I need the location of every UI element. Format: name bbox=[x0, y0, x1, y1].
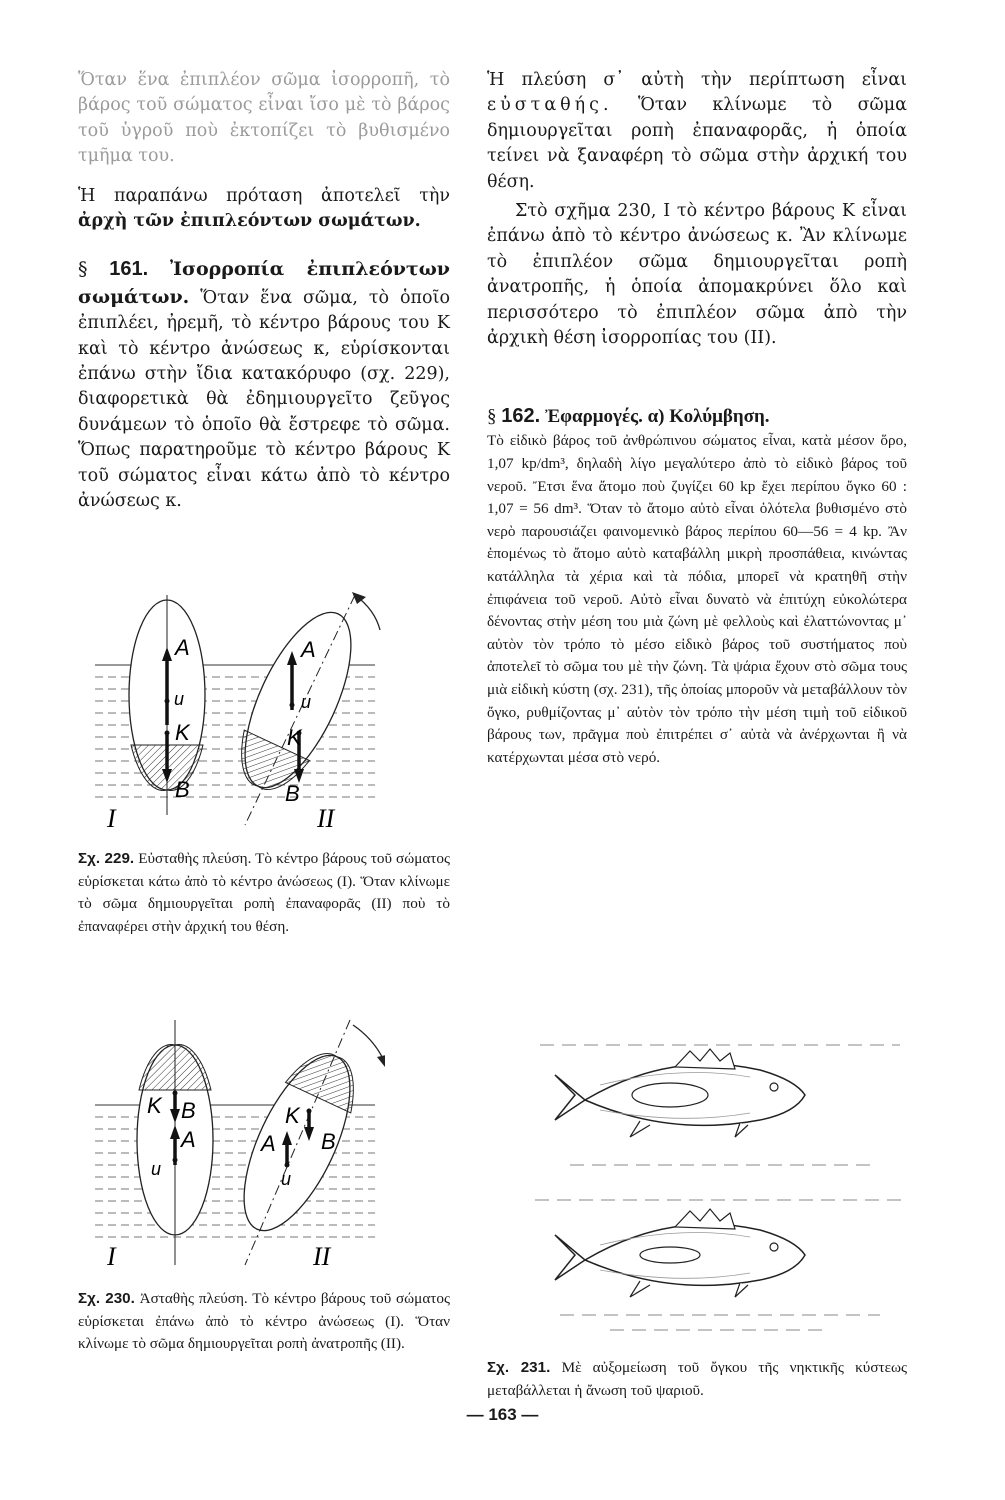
para1-b: Ὅταν κλίνωμε τὸ σῶμα δημιουργεῖται ροπὴ ἐπαναφορᾶς, ἡ ὁποία τείνει νὰ ξαναφέρη τὸ σῶμα στὴν ἀρχική του θέση. bbox=[487, 95, 907, 192]
fig231-caption bbox=[487, 1357, 907, 1402]
fig230-II: II bbox=[313, 1242, 331, 1271]
para1-a: Ἡ πλεύση σ᾽ αὐτὴ τὴν περίπτωση εἶναι bbox=[487, 70, 907, 90]
body-II-unstable bbox=[222, 1040, 371, 1245]
fig230-caption-label: Σχ. 230. bbox=[78, 1290, 135, 1307]
sec162-number: 162. bbox=[501, 405, 541, 428]
fig229-caption bbox=[78, 848, 450, 938]
fig229-caption-label: Σχ. 229. bbox=[78, 850, 135, 867]
fig230-A1: A bbox=[181, 1127, 196, 1152]
fig229-u2: u bbox=[301, 692, 312, 712]
body-I bbox=[129, 595, 205, 815]
sec162-body: Τὸ εἰδικὸ βάρος τοῦ ἀνθρώπινου σώματος εἶναι, κατὰ μέσον ὅρο, 1,07 kp/dm³, δηλαδὴ λίγο μεγαλύτερο ἀπὸ τὸ εἰδικὸ βάρος τοῦ νεροῦ. Ἔτσι ἕνα ἄτομο ποὺ ζυγίζει 60 kp ἔχει περίπου ὄγκο 60 : 1,07 = 56 dm³. Ὅταν τὸ ἄτομο αὐτὸ εἶναι ὁλότελα βυθισμένο στὸ νερὸ παρουσιάζει φαινομενικὸ βάρος περίπου 60—56 = 4 kp. Ἂν ἑπομένως τὸ ἄτομο αὐτὸ καταβάλλη μικρὴ προσπάθεια, κινώντας κατάλληλα τὰ χέρια καὶ τὰ πόδια, μπορεῖ νὰ κρατηθῆ στὴν ἐπιφάνεια τοῦ νεροῦ. Αὐτὸ εἶναι δυνατὸ νὰ ἐπιτύχη εὐκολώτερα δένοντας στὴν μέση του μιὰ ζώνη μὲ φελλοὺς καὶ ἐλαττώνοντας μ᾽ αὐτὸν τὸν τρόπο τὸ μέσο εἰδικὸ βάρος τοῦ συστήματος ποὺ ἀποτελεῖ τὸ σῶμα του μὲ τὴν ζώνη. Τὰ ψάρια ἔχουν στὸ σῶμα τους μιὰ εἰδικὴ κύστη (σχ. 231), τῆς ὁποίας μποροῦν νὰ μεταβάλλουν τὸν ὄγκο, ρυθμίζοντας μ᾽ αὐτὸν τὸν τρόπο τὴν μέση τιμὴ τοῦ εἰδικοῦ βάρους των, πρᾶγμα ποὺ ἐπιτρέπει σ᾽ αὐτὰ νὰ ἀνέρχωνται ἢ νὰ κατέρχωνται μέσα στὸ νερό. bbox=[487, 432, 907, 766]
fig230-caption-text: Ἀσταθὴς πλεύση. Τὸ κέντρο βάρους τοῦ σώματος εὑρίσκεται ἐπάνω ἀπὸ τὸ κέντρο ἀνώσεως (Ι). Ὅταν κλίνωμε τὸ σῶμα δημιουργεῖται ροπὴ ἀνατροπῆς (ΙΙ). bbox=[78, 1290, 450, 1353]
fig230-caption bbox=[78, 1288, 450, 1356]
fig230-K2: K bbox=[285, 1103, 300, 1128]
fig229-A1: A bbox=[175, 635, 190, 660]
sec161-paragraph bbox=[78, 256, 450, 514]
fig230-u2: u bbox=[281, 1169, 292, 1189]
fig231-caption-label: Σχ. 231. bbox=[487, 1359, 551, 1376]
fig230-A2: A bbox=[261, 1131, 276, 1156]
figure-229 bbox=[85, 575, 385, 840]
fig229-II: II bbox=[317, 804, 335, 833]
fig231-caption-text: Μὲ αὐξομείωση τοῦ ὄγκου τῆς νηκτικῆς κύστεως μεταβάλλεται ἡ ἄνωση τοῦ ψαριοῦ. bbox=[487, 1359, 908, 1399]
figure-230 bbox=[85, 1015, 385, 1280]
faded-paragraph: Ὅταν ἕνα ἐπιπλέον σῶμα ἰσορροπῆ, τὸ βάρος τοῦ σώματος εἶναι ἴσο μὲ τὸ βάρος τοῦ ὑγροῦ ποὺ ἐκτοπίζει τὸ βυθισμένο τμῆμα του. bbox=[78, 70, 450, 167]
fig229-caption-text: Εὐσταθὴς πλεύση. Τὸ κέντρο βάρους τοῦ σώματος εὑρίσκεται κάτω ἀπὸ τὸ κέντρο ἀνώσεως (Ι). Ὅταν κλίνωμε τὸ σῶμα δημιουργεῖται ροπὴ ἐπαναφορᾶς (ΙΙ) ποὺ τὸ ἐπαναφέρει στὴν ἀρχική του θέση. bbox=[78, 850, 451, 935]
instability-paragraph: Στὸ σχῆμα 230, Ι τὸ κέντρο βάρους Κ εἶναι ἐπάνω ἀπὸ τὸ κέντρο ἀνώσεως κ. Ἂν κλίνωμε τὸ ἐπιπλέον σῶμα δημιουργεῖται ροπὴ ἀνατροπῆς, ἡ ὁποία ἀπομακρύνει ὅλο καὶ περισσότερο τὸ ἐπιπλέον σῶμα ἀπὸ τὴν ἀρχικὴ θέση ἰσορροπίας του (ΙΙ). bbox=[487, 201, 907, 349]
section-sign: § bbox=[78, 258, 88, 281]
fig230-I: I bbox=[107, 1242, 116, 1271]
sec162-title: Ἐφαρμογές. α) Κολύμβηση. bbox=[544, 406, 770, 428]
sec161-title: Ἰσορροπία ἐπιπλεόντων σωμάτων. bbox=[78, 258, 450, 308]
section-sign-162: § bbox=[487, 406, 497, 428]
fig230-B2: B bbox=[321, 1129, 336, 1154]
fish-upper bbox=[555, 1049, 805, 1137]
figure-231 bbox=[530, 1025, 910, 1345]
sec161-body: Ὅταν ἕνα σῶμα, τὸ ὁποῖο ἐπιπλέει, ἠρεμῆ, τὸ κέντρο βάρους του Κ καὶ τὸ κέντρο ἀνώσεως κ, εὑρίσκονται ἐπάνω στὴν ἴδια κατακόρυφο (σχ. 229), διαφορετικὰ θὰ ἐδημιουργεῖτο ζεῦγος δυνάμεων τὸ ὁποῖο θὰ ἔστρεφε τὸ σῶμα. Ὅπως παρατηροῦμε τὸ κέντρο βάρους Κ τοῦ σώματος εἶναι κάτω ἀπὸ τὸ κέντρο ἀνώσεως κ. bbox=[78, 287, 450, 512]
fig229-u1: u bbox=[174, 689, 185, 709]
right-column bbox=[487, 68, 907, 769]
fig229-B1: B bbox=[175, 777, 190, 802]
left-column bbox=[78, 68, 450, 515]
page-number: — 163 — bbox=[466, 1405, 539, 1424]
sec161-number: 161. bbox=[109, 258, 149, 281]
fig230-K1: K bbox=[147, 1093, 162, 1118]
principle-bold: ἀρχὴ τῶν ἐπιπλεόντων σωμάτων. bbox=[78, 211, 421, 232]
body-I-unstable bbox=[137, 1020, 213, 1265]
fig230-u1: u bbox=[151, 1159, 162, 1179]
principle-text: Ἡ παραπάνω πρόταση ἀποτελεῖ τὴν bbox=[78, 185, 450, 206]
fish-lower bbox=[555, 1209, 805, 1297]
fig229-A2: A bbox=[301, 637, 316, 662]
principle-paragraph bbox=[78, 184, 450, 235]
sec162-heading bbox=[487, 406, 770, 427]
fig229-I: I bbox=[107, 804, 116, 833]
para1-spaced: εὐσταθής. bbox=[487, 95, 613, 116]
fig229-K2: K bbox=[287, 725, 302, 750]
fig229-K1: K bbox=[175, 720, 190, 745]
stability-paragraph bbox=[487, 68, 907, 195]
sec162-paragraph bbox=[487, 403, 907, 769]
fig229-B2: B bbox=[285, 781, 300, 806]
fig230-B1: B bbox=[181, 1098, 196, 1123]
